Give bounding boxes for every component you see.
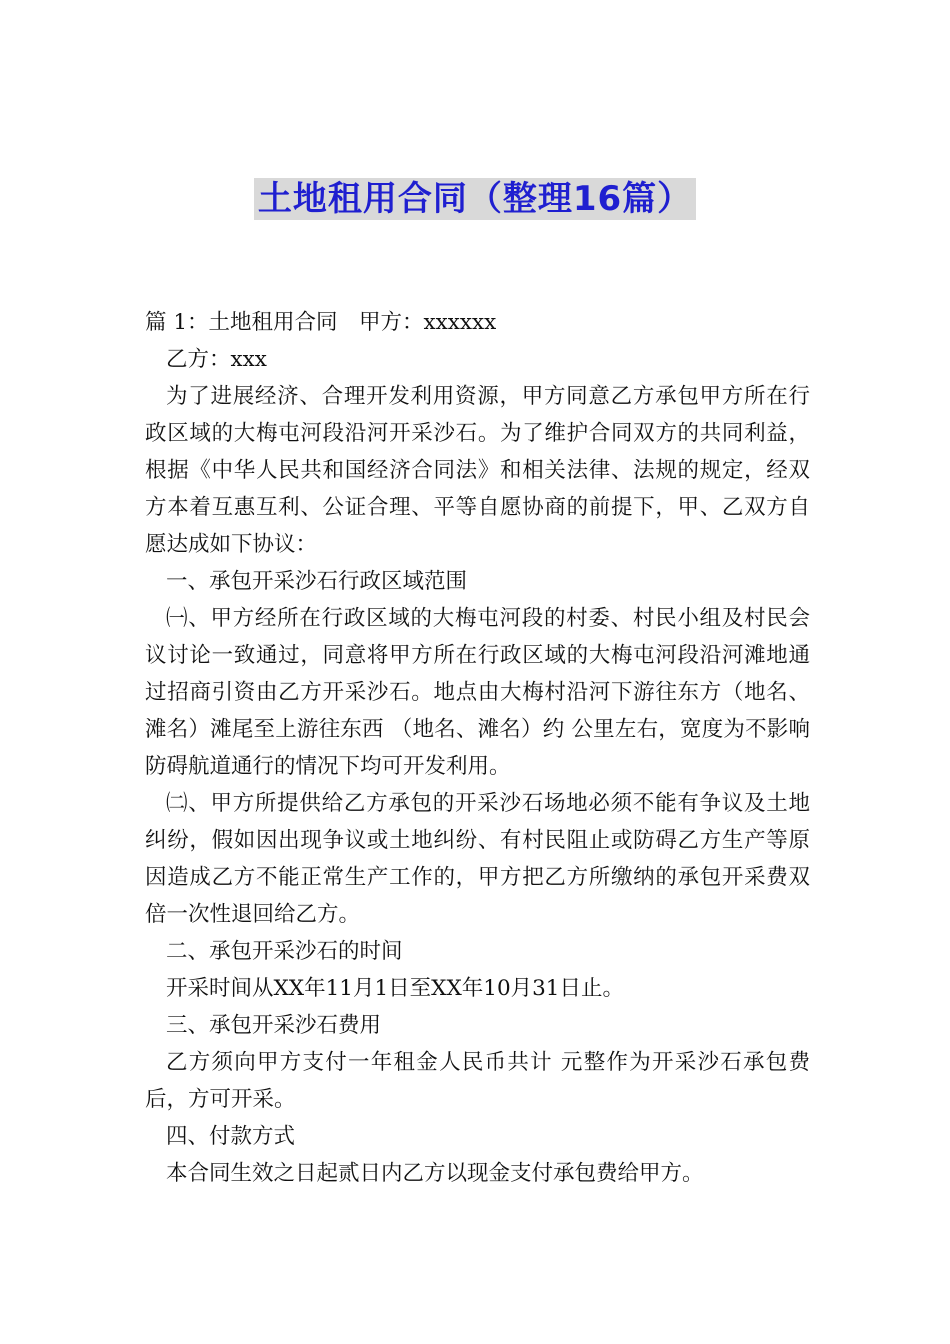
section-heading: 四、付款方式 <box>166 1124 296 1149</box>
document-title: 土地租用合同（整理16篇） <box>254 178 696 220</box>
paragraph: 为了进展经济、合理开发利用资源，甲方同意乙方承包甲方所在行政区域的大梅屯河段沿河开采沙石。为了维护合同双方的共同利益，根据《中华人民共和国经济合同法》和相关法律、法规的规定，经双方本着互惠互利、公证合理、平等自愿协商的前提下，甲、乙双方自愿达成如下协议： <box>145 384 810 557</box>
section-heading: 二、承包开采沙石的时间 <box>166 939 403 964</box>
paragraph: ㈠、甲方经所在行政区域的大梅屯河段的村委、村民小组及村民会议讨论一致通过，同意将甲方所在行政区域的大梅屯河段沿河滩地通过招商引资由乙方开采沙石。地点由大梅村沿河下游往东方（地名、滩名）滩尾至上游往东西 （地名、滩名）约 公里左右，宽度为不影响防碍航道通行的情况下均可开发利用。 <box>145 606 810 779</box>
document-body <box>145 304 810 1192</box>
paragraph: 乙方须向甲方支付一年租金人民币共计 元整作为开采沙石承包费后，方可开采。 <box>145 1050 810 1112</box>
section-heading: 三、承包开采沙石费用 <box>166 1013 382 1038</box>
paragraph: 开采时间从XX年11月1日至XX年10月31日止。 <box>166 976 624 1001</box>
section-heading: 一、承包开采沙石行政区域范围 <box>166 569 468 594</box>
paragraph: 乙方：xxx <box>166 347 267 372</box>
paragraph: 本合同生效之日起贰日内乙方以现金支付承包费给甲方。 <box>166 1161 704 1186</box>
title-wrap <box>0 178 950 220</box>
paragraph: 篇 1：土地租用合同 甲方：xxxxxx <box>145 310 497 335</box>
paragraph: ㈡、甲方所提供给乙方承包的开采沙石场地必须不能有争议及土地纠纷，假如因出现争议或土地纠纷、有村民阻止或防碍乙方生产等原因造成乙方不能正常生产工作的，甲方把乙方所缴纳的承包开采费双倍一次性退回给乙方。 <box>145 791 810 927</box>
